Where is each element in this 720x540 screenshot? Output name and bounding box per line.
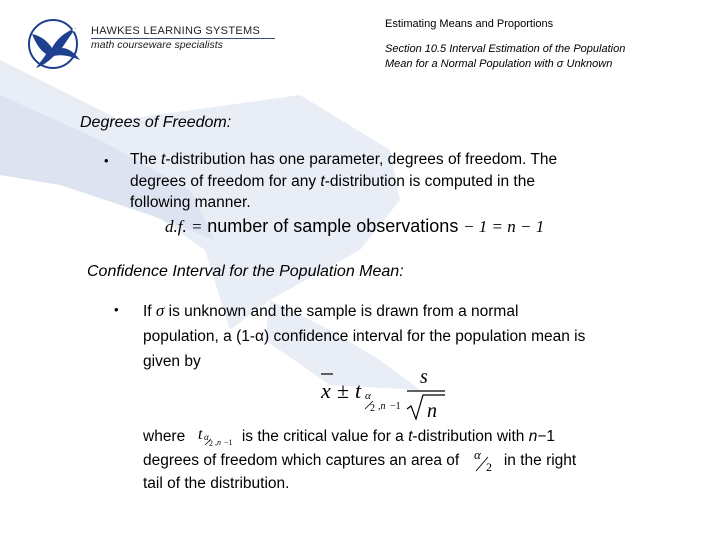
ci-text: is unknown and the sample is drawn from a normal [164, 303, 519, 320]
dof-line-1 [130, 148, 710, 171]
ci-line-3: given by [143, 353, 201, 370]
chapter-title: Estimating Means and Proportions [385, 18, 554, 30]
brand-block [91, 25, 275, 51]
ci-formula [315, 365, 450, 423]
svg-text:±: ± [337, 378, 350, 403]
ci-heading: Confidence Interval for the Population Mean: [87, 263, 404, 280]
formula-words: number of sample observations [207, 216, 459, 236]
svg-text:t: t [355, 378, 362, 403]
ci-paragraph [143, 298, 703, 374]
dof-text: -distribution is computed in the [324, 173, 535, 190]
where-text: in the right [503, 452, 577, 469]
svg-text:α: α [365, 390, 371, 402]
where-n: n [528, 428, 538, 445]
dof-line-2 [130, 170, 710, 193]
sigma-symbol: σ [155, 301, 165, 320]
section-header [385, 18, 705, 72]
dof-line-3: following manner. [130, 194, 251, 211]
svg-text:α: α [473, 447, 481, 462]
svg-text:2: 2 [485, 460, 492, 473]
svg-text:,n: ,n [214, 438, 221, 447]
svg-text:2: 2 [370, 403, 375, 414]
where-text: degrees of freedom which captures an area of [143, 452, 460, 469]
alpha-over-2-symbol [464, 447, 500, 473]
ci-line-1 [143, 298, 703, 324]
dof-t: t [320, 173, 325, 190]
svg-text:s: s [420, 366, 428, 388]
svg-text:t: t [197, 426, 202, 443]
ci-text: If [143, 303, 156, 320]
where-t: t [408, 428, 413, 445]
dof-formula [165, 216, 544, 237]
dof-paragraph [130, 148, 710, 214]
where-paragraph [143, 425, 703, 494]
where-text: is the critical value for a [237, 428, 409, 445]
svg-text:−1: −1 [223, 438, 233, 447]
svg-text:,n: ,n [378, 401, 386, 412]
svg-text:−1: −1 [390, 401, 401, 412]
where-line-2 [143, 447, 703, 473]
svg-text:n: n [427, 400, 437, 422]
section-title-line2: Mean for a Normal Population with σ Unknown [385, 58, 613, 70]
ci-line-2: population, a (1-α) confidence interval for the population mean is [143, 328, 586, 345]
formula-rhs: − 1 = n − 1 [463, 217, 545, 236]
where-text: −1 [537, 428, 556, 445]
brand-name: HAWKES LEARNING SYSTEMS [91, 25, 275, 39]
brand-tagline: math courseware specialists [91, 39, 223, 51]
dof-text: -distribution has one parameter, degrees of freedom. The [165, 151, 558, 168]
where-line-3: tail of the distribution. [143, 475, 290, 492]
where-text: -distribution with [412, 428, 529, 445]
t-critical-symbol [190, 425, 238, 447]
formula-lhs: d.f. = [165, 217, 203, 236]
where-line-1 [143, 425, 703, 447]
dof-bullet: • [104, 153, 109, 168]
hawkes-eagle-logo-icon [26, 18, 82, 70]
section-title-line1: Section 10.5 Interval Estimation of the Population [385, 43, 626, 55]
dof-t: t [161, 151, 166, 168]
ci-bullet: • [114, 302, 119, 317]
svg-text:2: 2 [208, 439, 213, 447]
where-word: where [143, 428, 186, 445]
dof-heading: Degrees of Freedom: [80, 114, 232, 131]
svg-text:α: α [203, 432, 209, 442]
dof-text: The [130, 151, 162, 168]
svg-text:x: x [321, 378, 331, 403]
dof-text: degrees of freedom for any [130, 173, 321, 190]
